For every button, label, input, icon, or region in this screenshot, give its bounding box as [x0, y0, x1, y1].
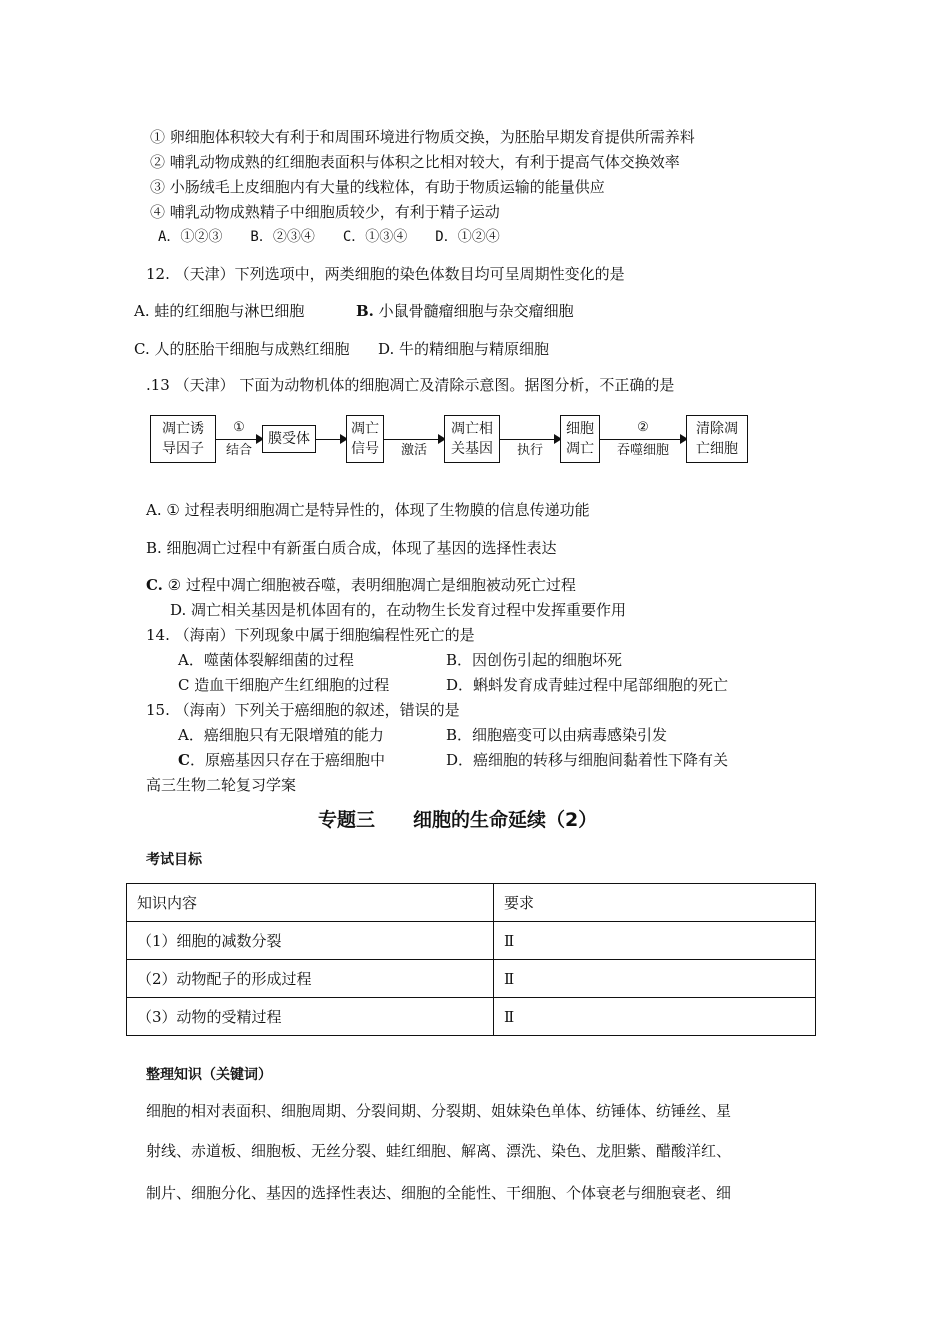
keywords-line-3: 制片、细胞分化、基因的选择性表达、细胞的全能性、干细胞、个体衰老与细胞衰老、细	[146, 1184, 732, 1202]
table-header-cell: 要求	[494, 884, 816, 922]
q15-choice-d: D．癌细胞的转移与细胞间黏着性下降有关	[446, 751, 729, 769]
keywords-heading: 整理知识（关键词）	[146, 1067, 272, 1083]
q13-choice-a: A. ① 过程表明细胞凋亡是特异性的，体现了生物膜的信息传递功能	[146, 501, 590, 519]
diagram-box-clear-apoptotic-cells: 清除凋 亡细胞	[686, 415, 748, 463]
diagram-box-apoptosis-signal: 凋亡 信号	[346, 415, 384, 463]
table-cell: （1）细胞的减数分裂	[127, 922, 494, 960]
q15-stem: 15. （海南）下列关于癌细胞的叙述，错误的是	[146, 701, 460, 719]
q12-choice-b	[356, 301, 574, 321]
q12-choice-b-text: 小鼠骨髓瘤细胞与杂交瘤细胞	[373, 302, 574, 320]
q14-stem: 14. （海南）下列现象中属于细胞编程性死亡的是	[146, 626, 475, 644]
requirements-table	[126, 883, 816, 1036]
keywords-line-2: 射线、赤道板、细胞板、无丝分裂、蛙红细胞、解离、漂洗、染色、龙胆紫、醋酸洋红、	[146, 1142, 732, 1160]
table-row	[127, 922, 816, 960]
table-cell: （3）动物的受精过程	[127, 998, 494, 1036]
keywords-line-1: 细胞的相对表面积、细胞周期、分裂间期、分裂期、姐妹染色单体、纺锤体、纺锤丝、星	[146, 1102, 732, 1120]
table-cell: Ⅱ	[494, 998, 816, 1036]
table-row	[127, 998, 816, 1036]
table-header-row	[127, 884, 816, 922]
q15-choice-a: A．癌细胞只有无限增殖的能力	[178, 726, 384, 744]
diagram-box-apoptosis-genes: 凋亡相 关基因	[444, 415, 500, 463]
diagram-box-apoptosis-inducer: 凋亡诱 导因子	[150, 415, 216, 463]
diagram-arrow-signal	[316, 439, 346, 440]
document-header: 高三生物二轮复习学案	[146, 776, 297, 794]
q11-option-1: ① 卵细胞体积较大有利于和周围环境进行物质交换，为胚胎早期发育提供所需养料	[150, 128, 695, 146]
q15-choice-c-text: ．原癌基因只存在于癌细胞中	[189, 751, 385, 769]
diagram-step-1-label: ①	[233, 420, 245, 435]
q12-choice-a: A. 蛙的红细胞与淋巴细胞	[134, 302, 305, 320]
q13-choice-b: B. 细胞凋亡过程中有新蛋白质合成，体现了基因的选择性表达	[146, 539, 557, 557]
q11-option-3: ③ 小肠绒毛上皮细胞内有大量的线粒体，有助于物质运输的能量供应	[150, 178, 605, 196]
diagram-arrow-binding	[216, 439, 262, 440]
table-row	[127, 960, 816, 998]
q11-option-2: ② 哺乳动物成熟的红细胞表面积与体积之比相对较大，有利于提高气体交换效率	[150, 153, 680, 171]
q12-stem: 12. （天津）下列选项中，两类细胞的染色体数目均可呈周期性变化的是	[146, 265, 625, 283]
q12-choice-c: C. 人的胚胎干细胞与成熟红细胞	[134, 340, 350, 358]
q14-choice-a: A．噬菌体裂解细菌的过程	[178, 651, 354, 669]
diagram-arrow-phagocytosis	[600, 439, 686, 440]
q12-choice-b-letter: B.	[356, 302, 374, 320]
q14-choice-c: C 造血干细胞产生红细胞的过程	[178, 676, 390, 694]
q13-choice-c-letter: C.	[146, 576, 163, 594]
table-cell: Ⅱ	[494, 960, 816, 998]
q14-choice-b: B．因创伤引起的细胞坏死	[446, 651, 623, 669]
q15-choice-b: B．细胞癌变可以由病毒感染引发	[446, 726, 668, 744]
diagram-box-cell-apoptosis: 细胞 凋亡	[560, 415, 600, 463]
exam-goal-heading: 考试目标	[146, 852, 202, 868]
diagram-arrow-execution	[500, 439, 560, 440]
q13-choice-c	[146, 575, 576, 595]
q11-choices: A．①②③ B．②③④ C．①③④ D．①②④	[158, 229, 500, 245]
q13-choice-c-text: ② 过程中凋亡细胞被吞噬，表明细胞凋亡是细胞被动死亡过程	[162, 576, 576, 594]
q12-choice-d: D. 牛的精细胞与精原细胞	[378, 340, 550, 358]
q13-stem: .13 （天津） 下面为动物机体的细胞凋亡及清除示意图。据图分析，不正确的是	[146, 376, 675, 394]
diagram-arrow-activation	[384, 439, 444, 440]
diagram-execution-label: 执行	[516, 443, 543, 458]
q15-choice-c	[178, 750, 385, 770]
topic-title: 专题三 细胞的生命延续（2）	[318, 809, 598, 831]
table-cell: Ⅱ	[494, 922, 816, 960]
diagram-phagocyte-label: 吞噬细胞	[616, 443, 669, 458]
q14-choice-d: D．蝌蚪发育成青蛙过程中尾部细胞的死亡	[446, 676, 729, 694]
table-header-cell: 知识内容	[127, 884, 494, 922]
q11-option-4: ④ 哺乳动物成熟精子中细胞质较少，有利于精子运动	[150, 203, 500, 221]
q15-choice-c-letter: C	[178, 751, 190, 769]
table-cell: （2）动物配子的形成过程	[127, 960, 494, 998]
diagram-binding-label: 结合	[225, 443, 252, 458]
diagram-activation-label: 激活	[400, 443, 427, 458]
diagram-box-membrane-receptor: 膜受体	[262, 425, 316, 453]
q13-choice-d: D. 凋亡相关基因是机体固有的，在动物生长发育过程中发挥重要作用	[170, 601, 627, 619]
diagram-step-2-label: ②	[637, 420, 649, 435]
